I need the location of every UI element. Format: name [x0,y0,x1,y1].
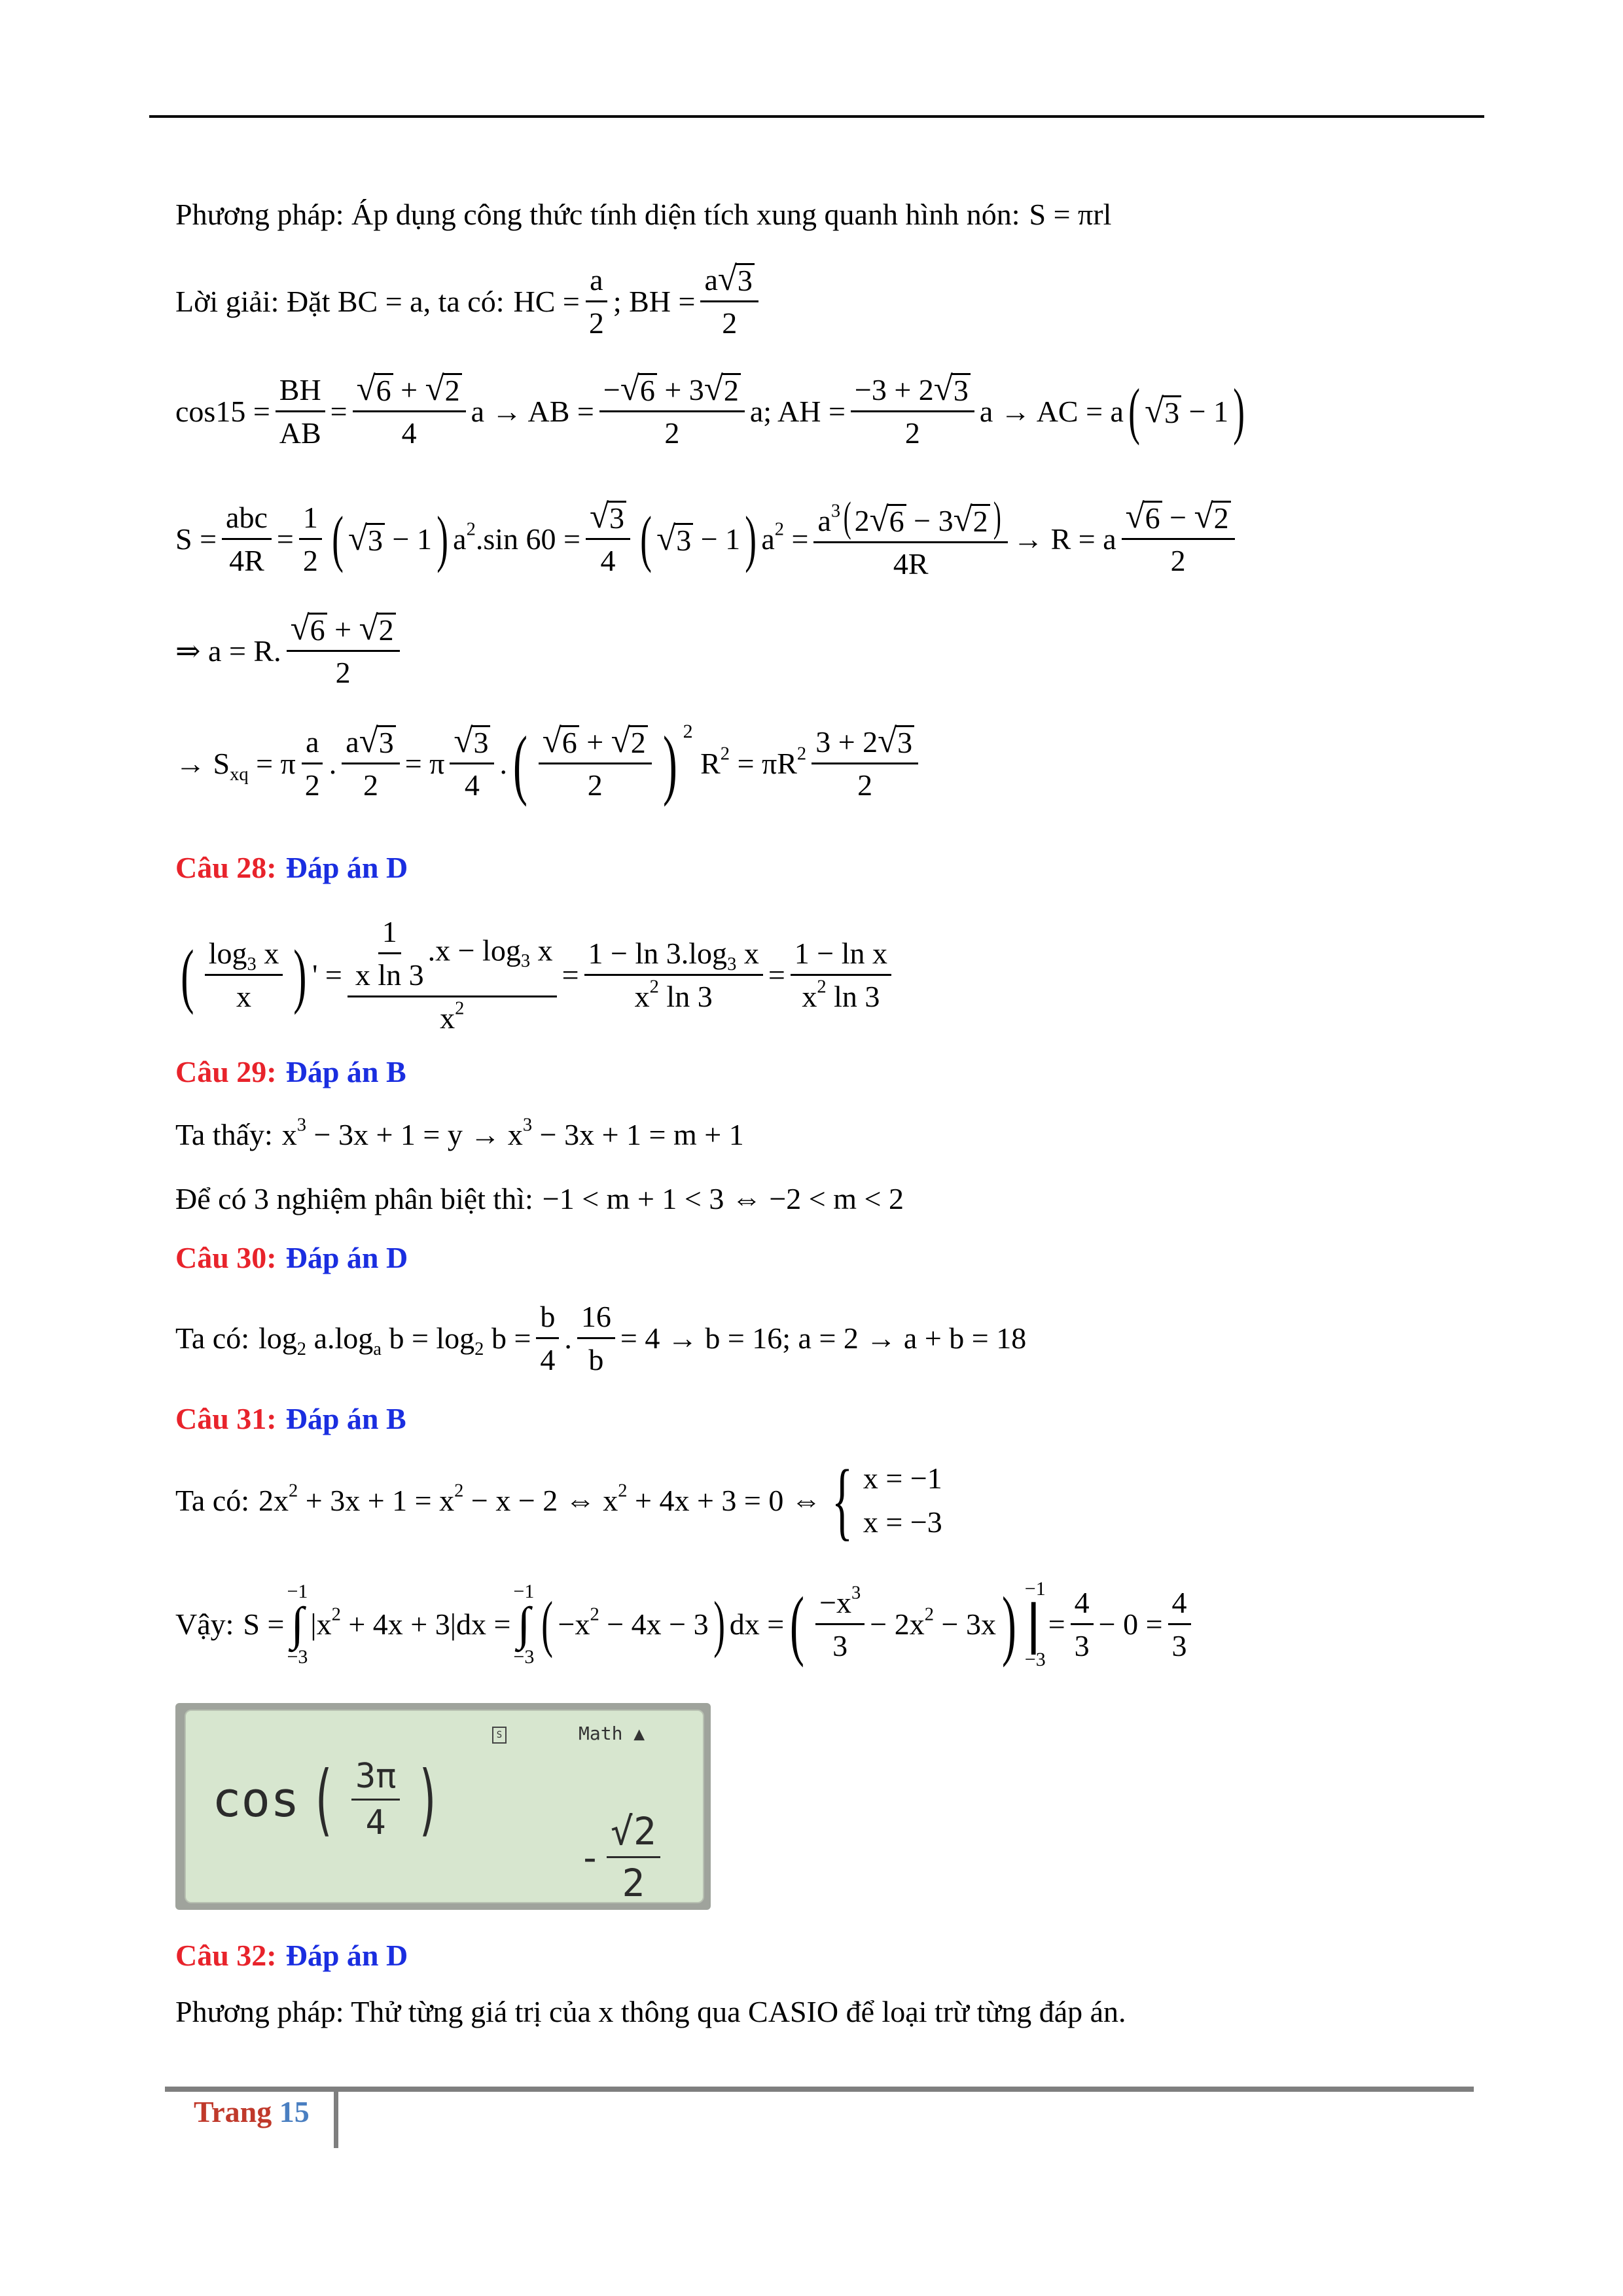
question-31-heading: Câu 31: Đáp án B [175,1402,406,1435]
log-derivative-equation: ( $\frac{\log_3 x}{x}$ ) ' = $\frac{1}{\text{x ln 3}}$ $.x - \log_3 x$ $x^2$ = $\frac{1 - \ln 3.\log_3 x}{x^2 \ln 3}$ = $\frac{\text{1 − ln x}}{x^2 \ln 3}$ [175,914,897,1037]
method-line [175,196,1111,232]
header-rule [149,115,1484,118]
sxq-equation: → $S_{xq} = \pi$ $\frac{a}{2}$ . a √ 3 2 = π √ 3 4 . ( √ 6 + √ 2 2 ) 2 $R^2 = \pi R^2$ 3 + 2 √ 3 2 [175,724,923,803]
question-28-heading: Câu 28: Đáp án D [175,851,408,884]
question-32-method: Phương pháp: Thử từng giá trị của x thông qua CASIO để loại trừ từng đáp án. [175,1995,1126,2028]
calculator-screenshot [175,1703,711,1910]
a-equation: ⇒ a = R. √ 6 + √ 2 2 [175,611,405,691]
fraction: $\frac{a}{2}$ [585,262,608,341]
question-31-line-2: Vậy: S = −1 ∫ −3 $|x^2 + 4x + 3|dx$ = −1 ∫ −3 ( $-x^2 - 4x - 3$ ) dx = ( $\frac{-x^3}{3}$ − $2x^2 - 3x$ ) −1 | −3 = $\frac{4}{3}$ − 0 = $\frac{4}{3}$ [175,1579,1196,1670]
page-number: Trang 15 [194,2095,310,2128]
calculator-expression: cos ( $\frac{3\pi}{4}$ ) [212,1754,442,1845]
question-32-heading: Câu 32: Đáp án D [175,1939,408,1972]
footer-rule [165,2087,1474,2092]
calculator-mode: Math ▲ [579,1723,645,1744]
fraction: a √ 3 2 [700,262,758,341]
math-bh: ; BH = [613,285,696,319]
method-text: Phương pháp: Áp dụng công thức tính diện tích xung quanh hình nón: [175,198,1020,231]
math-hc: HC = [513,285,580,319]
question-29-line-2: Để có 3 nghiệm phân biệt thì: −1 < m + 1 < 3 ⇔ −2 < m < 2 [175,1182,904,1215]
calculator-display [185,1710,704,1903]
calculator-shift-indicator: S [492,1727,507,1744]
solution-prefix: Lời giải: Đặt BC = a, ta có: [175,285,505,319]
question-29-line-1: Ta thấy: $x^3 - 3x + 1 = y \to x^3 - 3x + 1 = m + 1$ [175,1115,744,1151]
area-equation: S = $\frac{\text{abc}}{4R}$ = $\frac{1}{2}$ ( √ 3 − 1 ) $a^2.\sin$ 60 = √ 3 4 ( √ 3 − 1 ) $a^2$ = $a^3$( 2 √ 6 − 3 √ 2 ) 4R → R = a √ 6 − √ 2 2 [175,496,1240,582]
cone-area-formula: S = πrl [1029,198,1112,231]
solution-line [175,262,764,341]
question-31-line-1: Ta có: $2x^2 + 3x + 1 = x^2 - x - 2$ ⇔ $x^2 + 4x + 3 = 0$ ⇔ { x = −1 x = −3 [175,1452,942,1549]
calculator-result: - $\frac{√2}{2}$ [579,1809,666,1905]
footer-divider [334,2092,338,2148]
question-30-heading: Câu 30: Đáp án D [175,1241,408,1274]
cos15-equation: cos15 = $\frac{BH}{AB}$ = √ 6 + √ 2 4 a → AB = − √ 6 + 3 √ 2 2 a; AH = −3 + 2 √ 3 2 a → AC = a ( √ 3 − 1 ) [175,370,1245,450]
question-30-line: Ta có: $\log_2 a.\log_a$ $b = \log_2 b$ = $\frac{b}{4}$ . $\frac{16}{b}$ = 4 → b = 16; a = 2 → a + b = 18 [175,1300,1027,1377]
question-29-heading: Câu 29: Đáp án B [175,1055,406,1088]
